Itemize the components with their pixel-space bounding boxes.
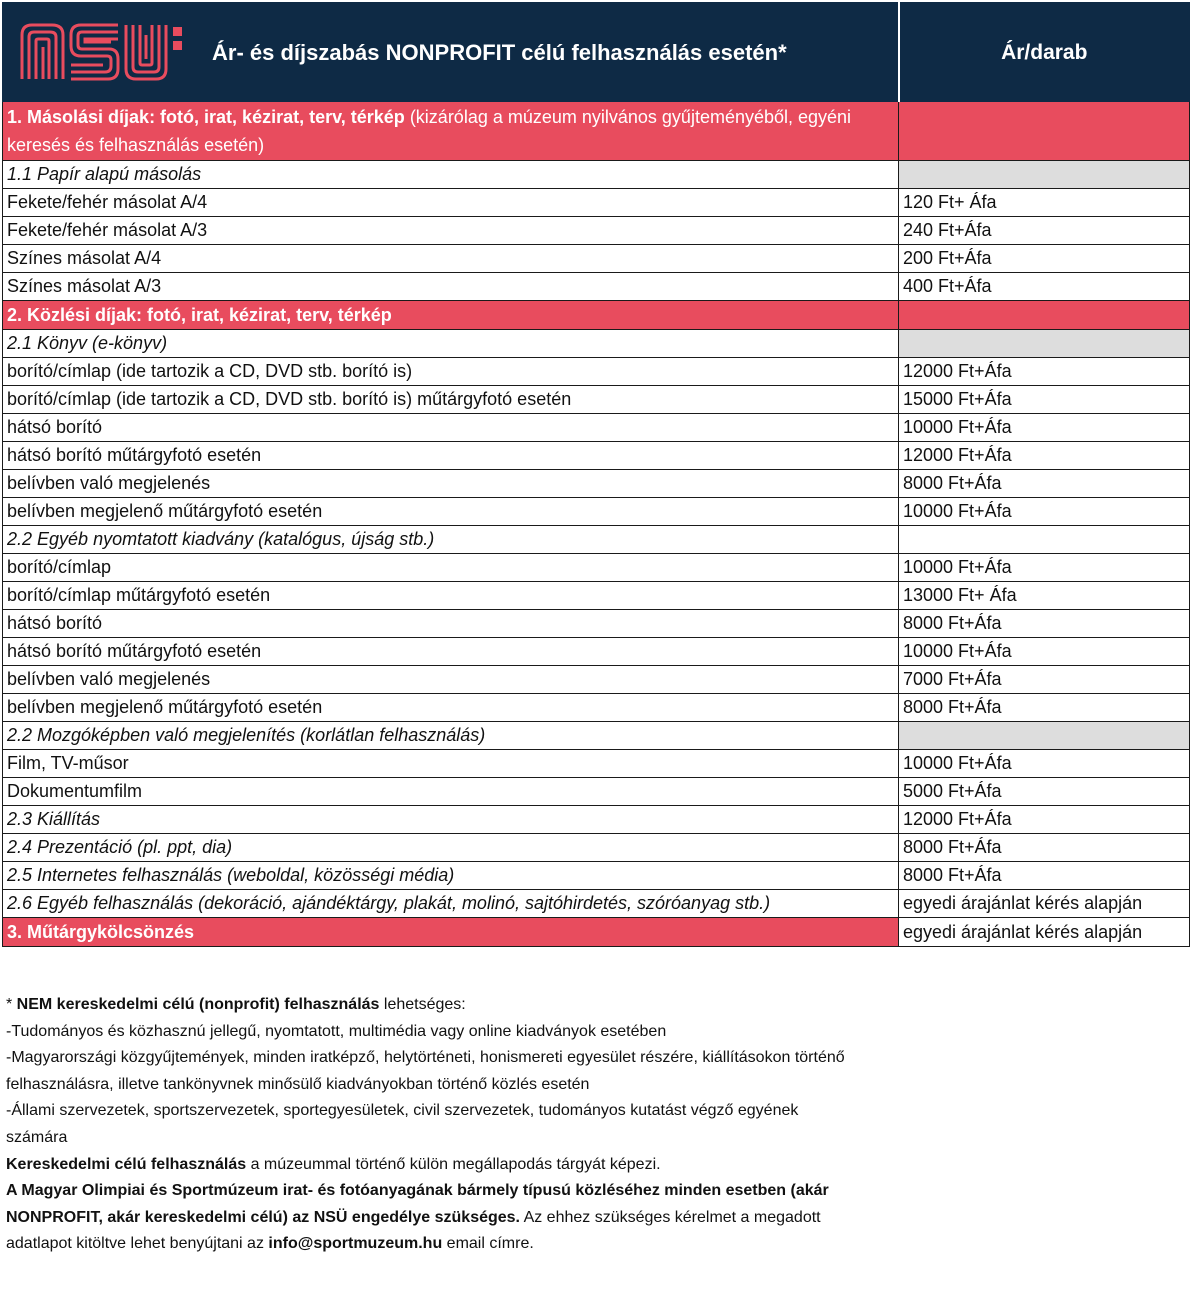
table-row: 2.3 Kiállítás 12000 Ft+Áfa — [3, 806, 1190, 834]
nsu-logo — [19, 21, 185, 83]
section-1-row — [3, 102, 1190, 161]
table-row: hátsó borító 10000 Ft+Áfa — [3, 414, 1190, 442]
section-2-title: 2. Közlési díjak: fotó, irat, kézirat, terv, térkép — [3, 301, 899, 330]
table-row: belívben megjelenő műtárgyfotó esetén 10000 Ft+Áfa — [3, 498, 1190, 526]
table-row: belívben való megjelenés 7000 Ft+Áfa — [3, 666, 1190, 694]
table-row: borító/címlap (ide tartozik a CD, DVD stb. borító is) műtárgyfotó esetén 15000 Ft+Áfa — [3, 386, 1190, 414]
table-header-row — [3, 3, 1190, 102]
subsection-row: 2.2 Egyéb nyomtatott kiadvány (katalógus, újság stb.) — [3, 526, 1190, 554]
footnote-line: -Tudományos és közhasznú jellegű, nyomtatott, multimédia vagy online kiadványok esetében — [6, 1022, 667, 1040]
price-column-header: Ár/darab — [899, 3, 1190, 102]
section-3-title: 3. Műtárgykölcsönzés — [3, 918, 899, 947]
table-row: belívben megjelenő műtárgyfotó esetén 8000 Ft+Áfa — [3, 694, 1190, 722]
table-row: Dokumentumfilm 5000 Ft+Áfa — [3, 778, 1190, 806]
section-2-row — [3, 301, 1190, 330]
header-title-cell — [3, 3, 899, 102]
table-row: 2.4 Prezentáció (pl. ppt, dia) 8000 Ft+Áfa — [3, 834, 1190, 862]
footnote-line: Kereskedelmi célú felhasználás a múzeummal történő külön megállapodás tárgyát képezi. — [6, 1155, 661, 1173]
footnote-line: számára — [6, 1128, 68, 1146]
table-row: Színes másolat A/4 200 Ft+Áfa — [3, 245, 1190, 273]
price-table — [2, 2, 1190, 947]
footnote-line: -Állami szervezetek, sportszervezetek, sportegyesületek, civil szervezetek, tudományos kutatást végző egyének — [6, 1102, 799, 1120]
footnote — [6, 992, 906, 1258]
table-row: belívben való megjelenés 8000 Ft+Áfa — [3, 470, 1190, 498]
table-row: Fekete/fehér másolat A/3 240 Ft+Áfa — [3, 217, 1190, 245]
subsection-row: 2.2 Mozgóképben való megjelenítés (korlátlan felhasználás) — [3, 722, 1190, 750]
nsu-logo-icon — [19, 21, 185, 83]
table-row: 2.5 Internetes felhasználás (weboldal, közösségi média) 8000 Ft+Áfa — [3, 862, 1190, 890]
table-row: Fekete/fehér másolat A/4 120 Ft+ Áfa — [3, 189, 1190, 217]
email-link[interactable]: info@sportmuzeum.hu — [268, 1235, 443, 1253]
footnote-line: felhasználásra, illetve tankönyvnek minősülő kiadványokban történő közlés esetén — [6, 1075, 590, 1093]
table-row: borító/címlap (ide tartozik a CD, DVD stb. borító is) 12000 Ft+Áfa — [3, 358, 1190, 386]
page-title: Ár- és díjszabás NONPROFIT célú felhasználás esetén* — [212, 39, 787, 65]
table-row: 2.6 Egyéb felhasználás (dekoráció, ajándéktárgy, plakát, molinó, sajtóhirdetés, szóróanyag stb.) egyedi árajánlat kérés alapján — [3, 890, 1190, 918]
footnote-line: adatlapot kitöltve lehet benyújtani az info@sportmuzeum.hu email címre. — [6, 1235, 534, 1253]
footnote-line: A Magyar Olimpiai és Sportmúzeum irat- és fotóanyagának bármely típusú közléséhez minden esetben (akár — [6, 1182, 829, 1200]
footnote-line: NONPROFIT, akár kereskedelmi célú) az NSÜ engedélye szükséges. Az ehhez szükséges kérelmet a megadott — [6, 1208, 821, 1226]
table-row: hátsó borító műtárgyfotó esetén 10000 Ft+Áfa — [3, 638, 1190, 666]
footnote-line: -Magyarországi közgyűjtemények, minden iratképző, helytörténeti, honismereti egyesület részére, kiállításokon történő — [6, 1049, 845, 1067]
table-row: Színes másolat A/3 400 Ft+Áfa — [3, 273, 1190, 301]
table-row: borító/címlap 10000 Ft+Áfa — [3, 554, 1190, 582]
subsection-row: 2.1 Könyv (e-könyv) — [3, 330, 1190, 358]
table-row: hátsó borító 8000 Ft+Áfa — [3, 610, 1190, 638]
footnote-line: * NEM kereskedelmi célú (nonprofit) felhasználás lehetséges: — [6, 996, 466, 1013]
table-row: Film, TV-műsor 10000 Ft+Áfa — [3, 750, 1190, 778]
table-row: hátsó borító műtárgyfotó esetén 12000 Ft+Áfa — [3, 442, 1190, 470]
subsection-row: 1.1 Papír alapú másolás — [3, 161, 1190, 189]
section-3-row: 3. Műtárgykölcsönzés egyedi árajánlat kérés alapján — [3, 918, 1190, 947]
section-1-title: 1. Másolási díjak: fotó, irat, kézirat, terv, térkép (kizárólag a múzeum nyilvános gyűjteményéből, egyéni keresés és felhasználás esetén) — [3, 102, 899, 161]
table-row: borító/címlap műtárgyfotó esetén 13000 Ft+ Áfa — [3, 582, 1190, 610]
